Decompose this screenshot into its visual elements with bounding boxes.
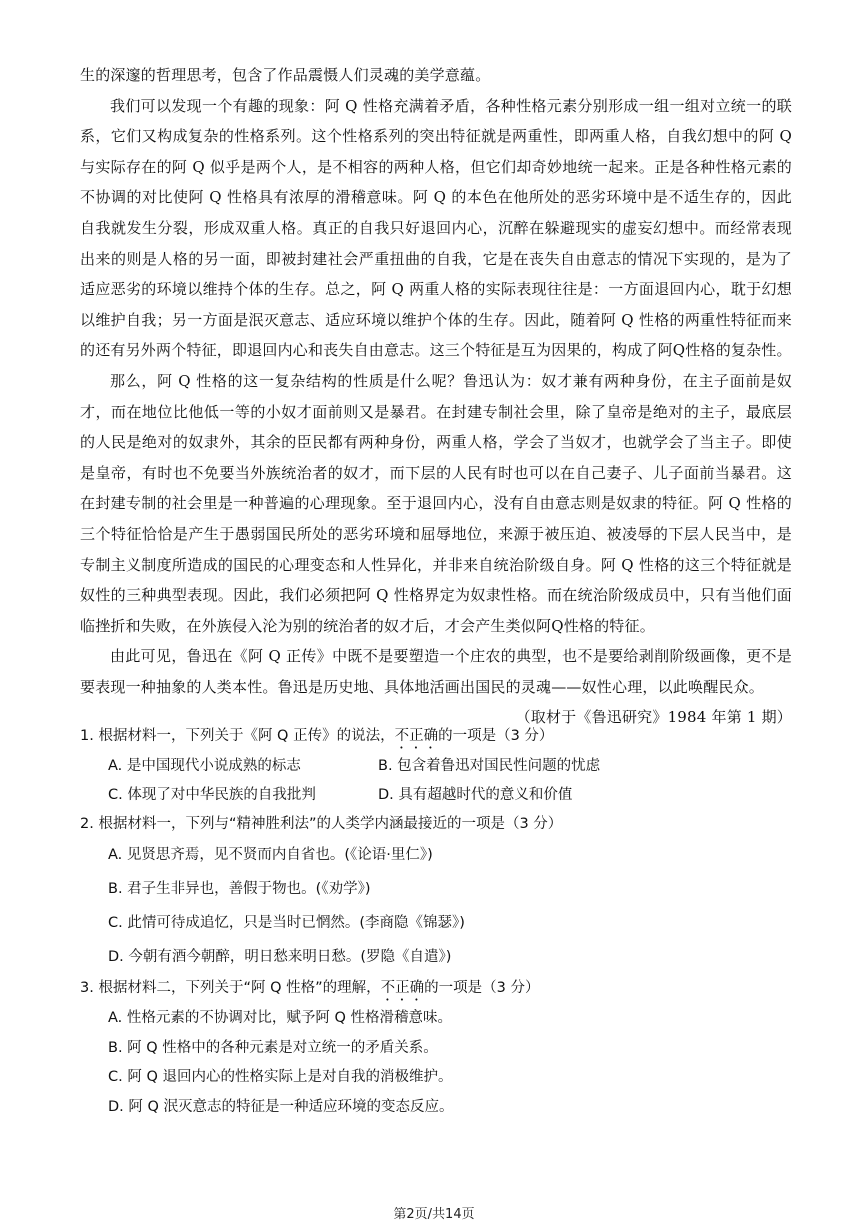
- passage-paragraph: 那么，阿 Q 性格的这一复杂结构的性质是什么呢？鲁迅认为：奴才兼有两种身份，在主子面前是奴才，而在地位比他低一等的小奴才面前则又是暴君。在封建专制社会里，除了皇帝是绝对的主子，最底层的人民是绝对的奴隶外，其余的臣民都有两种身份，两重人格，学会了当奴才，也就学会了当主子。即使是皇帝，有时也不免要当外族统治者的奴才，而下层的人民有时也可以在自己妻子、儿子面前当暴君。这在封建专制的社会里是一种普遍的心理现象。至于退回内心，没有自由意志则是奴隶的特征。阿 Q 性格的三个特征恰恰是产生于愚弱国民所处的恶劣环境和屈辱地位，来源于被压迫、被凌辱的下层人民当中，是专制主义制度所造成的国民的心理变态和人性异化，并非来自统治阶级自身。阿 Q 性格的这三个特征就是奴性的三种典型表现。因此，我们必须把阿 Q 性格界定为奴隶性格。而在统治阶级成员中，只有当他们面临挫折和失败，在外族侵入沦为别的统治者的奴才后，才会产生类似阿Q性格的特征。: [80, 371, 792, 635]
- option-d: D. 阿 Q 泯灭意志的特征是一种适应环境的变态反应。: [108, 1098, 454, 1115]
- option-c: C. 体现了对中华民族的自我批判: [108, 787, 316, 803]
- reading-passage: [80, 60, 792, 733]
- option-a: A. 见贤思齐焉，见不贤而内自省也。(《论语·里仁》): [108, 847, 433, 863]
- passage-paragraph: 由此可见，鲁迅在《阿 Q 正传》中既不是要塑造一个庄农的典型，也不是要给剥削阶级画像，更不是要表现一种抽象的人类本性。鲁迅是历史地、具体地活画出国民的灵魂——奴性心理，以此唤醒民众。: [80, 647, 792, 696]
- option-list: [108, 752, 792, 810]
- option-d: D. 具有超越时代的意义和价值: [378, 787, 573, 803]
- page-number: 第2页/共14页: [393, 1207, 475, 1222]
- question-stem: 2. 根据材料一，下列与“精神胜利法”的人类学内涵最接近的一项是（3 分）: [80, 816, 563, 832]
- option-a: A. 是中国现代小说成熟的标志: [108, 758, 301, 774]
- question-section: [80, 722, 792, 1122]
- source-citation: （取材于《鲁迅研究》1984 年第 1 期）: [515, 708, 792, 727]
- emphasis-mark: 不正确: [380, 980, 425, 996]
- passage-paragraph: 生的深邃的哲理思考，包含了作品震慑人们灵魂的美学意蕴。: [80, 66, 491, 84]
- option-b: B. 包含着鲁迅对国民性问题的忧虑: [378, 758, 601, 774]
- option-d: D. 今朝有酒今朝醉，明日愁来明日愁。(罗隐《自遣》): [108, 949, 452, 965]
- question-stem: 1. 根据材料一，下列关于《阿 Q 正传》的说法，不正确的一项是（3 分）: [80, 728, 554, 744]
- question-stem: 3. 根据材料二，下列关于“阿 Q 性格”的理解，不正确的一项是（3 分）: [80, 980, 540, 996]
- question-1: [80, 722, 792, 810]
- question-2: [80, 810, 792, 974]
- question-3: [80, 974, 792, 1122]
- option-b: B. 君子生非异也，善假于物也。(《劝学》): [108, 881, 371, 897]
- option-c: C. 此情可待成追忆，只是当时已惘然。(李商隐《锦瑟》): [108, 915, 465, 931]
- option-b: B. 阿 Q 性格中的各种元素是对立统一的矛盾关系。: [108, 1039, 438, 1056]
- emphasis-mark: 不正确: [394, 728, 439, 744]
- option-c: C. 阿 Q 退回内心的性格实际上是对自我的消极维护。: [108, 1069, 453, 1085]
- passage-paragraph: 我们可以发现一个有趣的现象：阿 Q 性格充满着矛盾，各种性格元素分别形成一组一组对立统一的联系，它们又构成复杂的性格系列。这个性格系列的突出特征就是两重性，即两重人格，自我幻想中的阿 Q 与实际存在的阿 Q 似乎是两个人，是不相容的两种人格，但它们却奇妙地统一起来。正是各种性格元素的不协调的对比使阿 Q 性格具有浓厚的滑稽意味。阿 Q 的本色在他所处的恶劣环境中是不适生存的，因此自我就发生分裂，形成双重人格。真正的自我只好退回内心，沉醉在躲避现实的虚妄幻想中。而经常表现出来的则是人格的另一面，即被封建社会严重扭曲的自我，它是在丧失自由意志的情况下实现的，是为了适应恶劣的环境以维持个体的生存。总之，阿 Q 两重人格的实际表现往往是：一方面退回内心，耽于幻想以维护自我；另一方面是泯灭意志、适应环境以维护个体的生存。因此，随着阿 Q 性格的两重性特征而来的还有另外两个特征，即退回内心和丧失自由意志。这三个特征是互为因果的，构成了阿Q性格的复杂性。: [80, 96, 792, 360]
- option-a: A. 性格元素的不协调对比，赋予阿 Q 性格滑稽意味。: [108, 1010, 453, 1026]
